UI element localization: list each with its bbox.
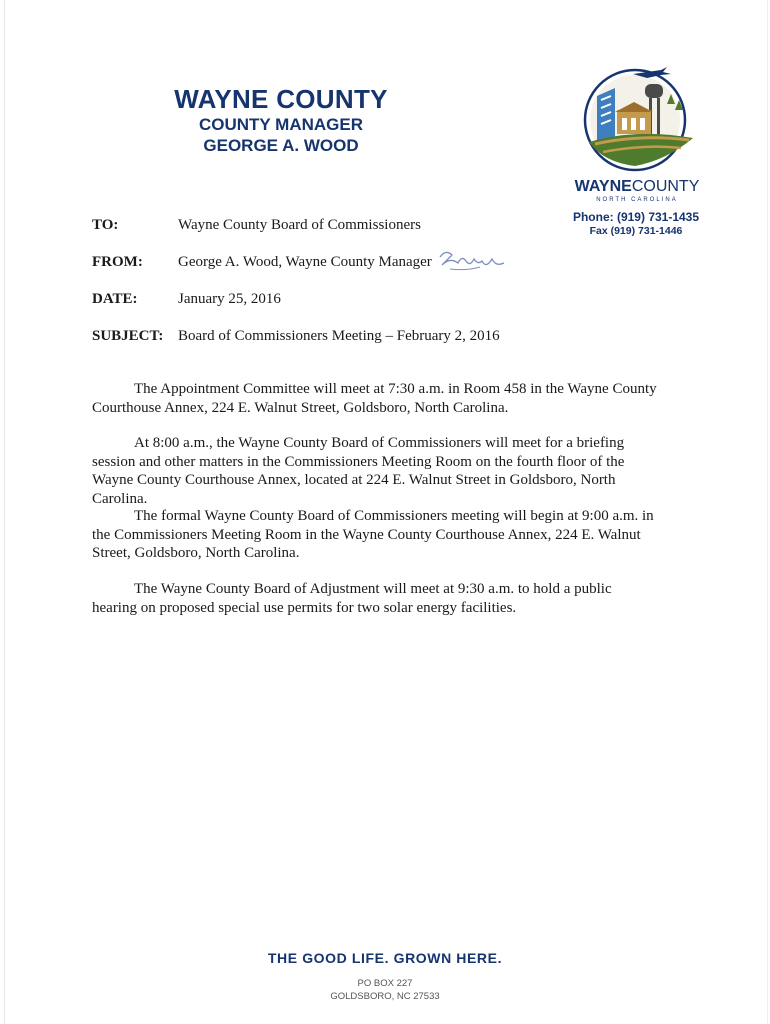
manager-name: GEORGE A. WOOD [203,136,359,155]
subject-label: SUBJECT: [92,328,164,344]
fax-number: Fax (919) 731-1446 [589,225,683,237]
page-right-edge [767,0,768,1024]
brand-state: NORTH CAROLINA [596,197,678,203]
office-title: COUNTY MANAGER [198,115,364,134]
contact-block [560,210,712,238]
page-left-edge [4,0,5,1024]
body-paragraph-3: The formal Wayne County Board of Commissioners meeting will begin at 9:00 a.m. in the Commissioners Meeting Room in the Wayne County Courthouse Annex, 224 E. Walnut Street, Goldsboro, North Carolina. [92,508,654,561]
brand-bold: WAYNE [574,178,632,195]
from-value: George A. Wood, Wayne County Manager [178,254,432,270]
body-paragraph-1: The Appointment Committee will meet at 7:30 a.m. in Room 458 in the Wayne County Courthouse Annex, 224 E. Walnut Street, Goldsboro, North Carolina. [92,381,657,416]
wayne-county-seal-icon [575,64,699,176]
brand-wordmark [570,178,704,205]
footer-tagline: THE GOOD LIFE. GROWN HERE. [267,950,503,966]
letterhead-title [150,84,412,156]
from-label: FROM: [92,254,143,270]
initials-signature [436,247,508,275]
brand-light: COUNTY [631,178,700,195]
subject-value: Board of Commissioners Meeting – February 2, 2016 [178,328,500,344]
footer-po-box: PO BOX 227 [357,978,413,989]
date-label: DATE: [92,291,138,307]
to-value: Wayne County Board of Commissioners [178,217,421,233]
date-value: January 25, 2016 [178,291,281,307]
body-paragraph-2: At 8:00 a.m., the Wayne County Board of Commissioners will meet for a briefing session and other matters in the Commissioners Meeting Room on the fourth floor of the Wayne County Courthouse Annex, located at 224 E. Walnut Street in Goldsboro, North Carolina. [92,435,625,507]
to-label: TO: [92,217,119,233]
county-name: WAYNE COUNTY [174,84,388,114]
body-paragraph-4: The Wayne County Board of Adjustment will meet at 9:30 a.m. to hold a public hearing on proposed special use permits for two solar energy facilities. [92,581,612,616]
footer-city: GOLDSBORO, NC 27533 [330,991,440,1002]
phone-number: Phone: (919) 731-1435 [572,210,700,224]
